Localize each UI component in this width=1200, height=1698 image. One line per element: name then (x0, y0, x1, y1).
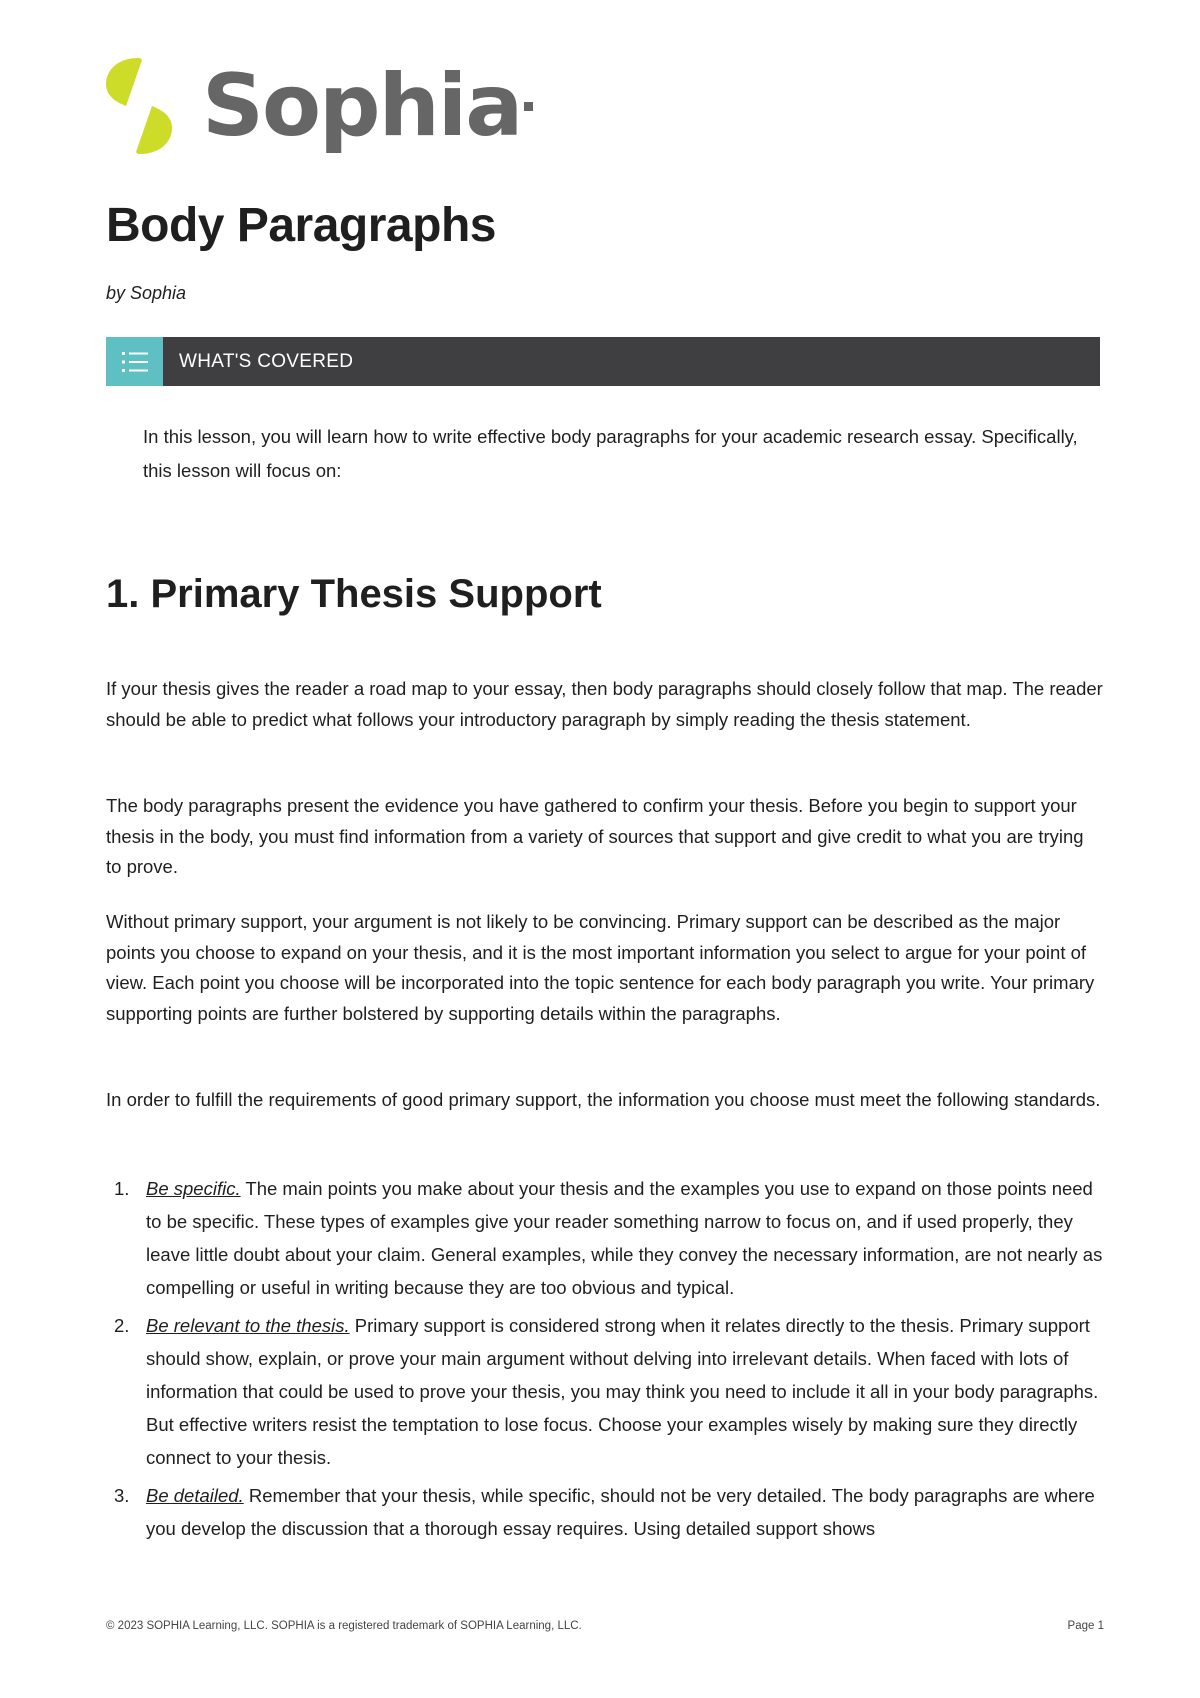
whats-covered-label: WHAT'S COVERED (179, 350, 354, 372)
list-number: 3. (114, 1485, 130, 1506)
paragraph: If your thesis gives the reader a road map to your essay, then body paragraphs should closely follow that map. The reader should be able to predict what follows your introductory paragraph by simply reading the thesis statement. (106, 678, 1103, 730)
standard-term: Be detailed. (146, 1485, 244, 1506)
standard-text: Primary support is considered strong when it relates directly to the thesis. Primary support should show, explain, or prove your main argument without delving into irrelevant details. When faced with lots of information that could be used to prove your thesis, you may think you need to include it all in your body paragraphs. But effective writers resist the temptation to lose focus. Choose your examples wisely by making sure they directly connect to your thesis. (146, 1315, 1099, 1468)
byline: by Sophia (106, 283, 187, 303)
paragraph: In order to fulfill the requirements of good primary support, the information you choose must meet the following standards. (106, 1089, 1101, 1110)
standard-term: Be specific. (146, 1178, 241, 1199)
footer-copyright: © 2023 SOPHIA Learning, LLC. SOPHIA is a registered trademark of SOPHIA Learning, LLC. (106, 1620, 582, 1632)
whats-covered-banner (106, 337, 1100, 386)
list-icon (106, 337, 163, 386)
page-title: Body Paragraphs (106, 199, 496, 252)
sophia-logo (104, 56, 533, 156)
sophia-wordmark: Sophia (202, 56, 522, 156)
standard-text: The main points you make about your thesis and the examples you use to expand on those points need to be specific. These types of examples give your reader something narrow to focus on, and if used properly, they leave little doubt about your claim. General examples, while they convey the necessary information, are not nearly as compelling or useful in writing because they are too obvious and typical. (146, 1178, 1103, 1298)
whats-covered-text: In this lesson, you will learn how to write effective body paragraphs for your academic research essay. Specifically, this lesson will focus on: (143, 426, 1078, 481)
paragraph: Without primary support, your argument is not likely to be convincing. Primary support can be described as the major points you choose to expand on your thesis, and it is the most important information you select to argue for your point of view. Each point you choose will be incorporated into the topic sentence for each body paragraph you write. Your primary supporting points are further bolstered by supporting details within the paragraphs. (106, 911, 1095, 1024)
sophia-mark-icon (104, 56, 174, 156)
list-number: 2. (114, 1315, 130, 1336)
list-number: 1. (114, 1178, 130, 1199)
standard-term: Be relevant to the thesis. (146, 1315, 350, 1336)
list-item (106, 1172, 1104, 1304)
standard-text: Remember that your thesis, while specific, should not be very detailed. The body paragraphs are where you develop the discussion that a thorough essay requires. Using detailed support shows (146, 1485, 1095, 1539)
page-number: Page 1 (1067, 1620, 1104, 1632)
section-heading: 1. Primary Thesis Support (106, 572, 602, 616)
list-item (106, 1309, 1104, 1474)
list-item (106, 1479, 1104, 1545)
standards-list (106, 1172, 1104, 1550)
wordmark-dot (524, 102, 533, 111)
paragraph: The body paragraphs present the evidence you have gathered to confirm your thesis. Before you begin to support your thesis in the body, you must find information from a variety of sources that support and give credit to what you are trying to prove. (106, 795, 1084, 877)
